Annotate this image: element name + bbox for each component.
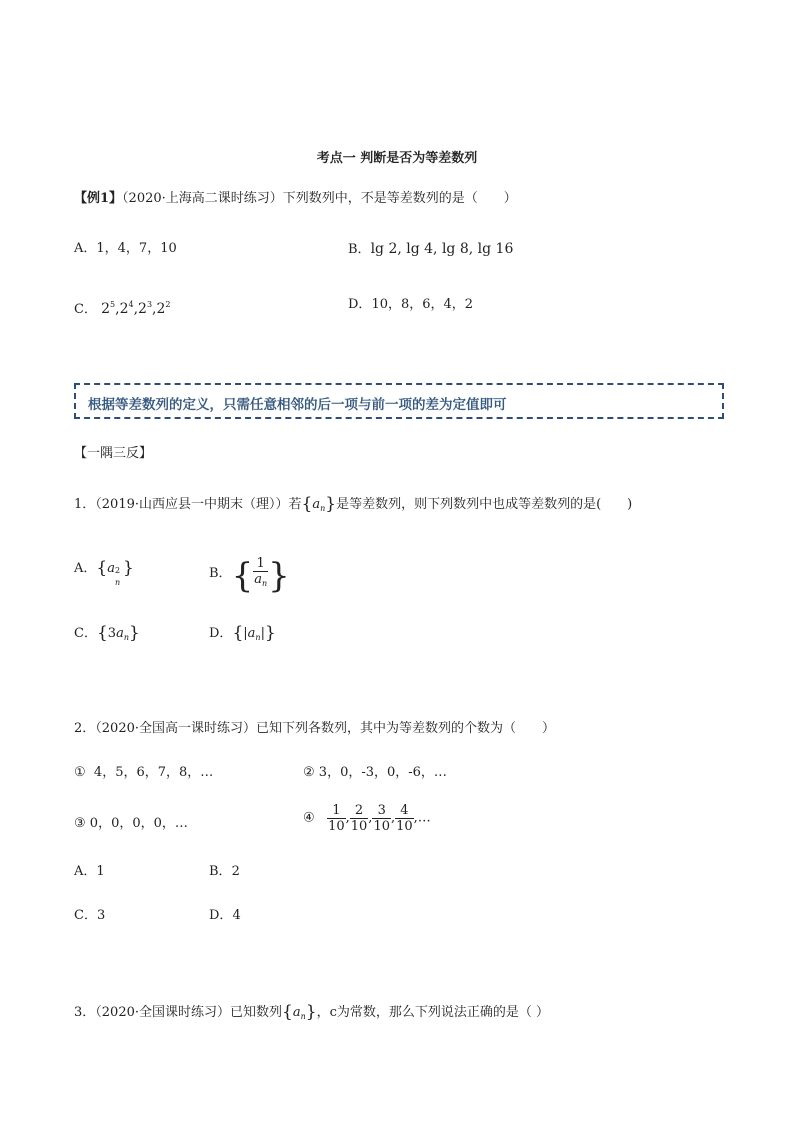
seq-var: a — [116, 626, 124, 641]
fraction-numerator: 3 — [372, 803, 391, 819]
power-exponent: 2 — [165, 300, 171, 309]
item-label: ④ — [303, 810, 315, 826]
left-brace: { — [96, 623, 108, 643]
option-label: D． — [348, 297, 372, 312]
item-label: ② — [303, 765, 315, 780]
fraction-numerator: 1 — [327, 803, 346, 819]
q2-option-a — [74, 863, 105, 881]
fraction — [372, 803, 391, 834]
seq-var: a — [292, 1005, 301, 1020]
fraction-denominator: 10 — [373, 819, 390, 834]
fraction-denominator: 10 — [350, 819, 368, 834]
option-label: C． — [74, 626, 97, 641]
tip-box — [74, 383, 724, 419]
item-text: 0，0，0，0，… — [89, 816, 188, 831]
seq-sup: 2 — [114, 566, 121, 575]
power-base: 2 — [119, 301, 129, 317]
right-brace: } — [122, 558, 134, 578]
seq-sub: n — [320, 504, 326, 513]
right-brace: } — [305, 1002, 317, 1022]
q1-suffix: 是等差数列，则下列数列中也成等差数列的是( ) — [336, 497, 633, 512]
fraction — [253, 556, 268, 591]
seq-sub: n — [255, 633, 261, 642]
q3-prefix: 3．（2020·全国课时练习）已知数列 — [74, 1005, 282, 1020]
q1-option-b — [209, 556, 290, 596]
right-brace: } — [264, 623, 276, 643]
q2-item-2 — [303, 764, 447, 782]
seq-sub: n — [114, 578, 121, 587]
seq-sub: n — [261, 579, 268, 588]
power-base: 2 — [101, 301, 111, 317]
option-text: 10，8，6，4，2 — [371, 297, 474, 312]
left-brace: { — [96, 558, 108, 578]
ellipsis: ,… — [413, 810, 431, 826]
fraction — [350, 803, 369, 834]
item-text: 3，0，-3，0，-6，… — [318, 765, 447, 780]
example-option-a — [74, 240, 177, 258]
q2-question: 2．（2020·全国高一课时练习）已知下列各数列，其中为等差数列的个数为（ ） — [74, 721, 555, 736]
power-exponent: 5 — [110, 300, 116, 309]
option-label: D． — [209, 908, 233, 923]
q2-option-c — [74, 907, 105, 925]
example-question-text: （2020·上海高二课时练习）下列数列中，不是等差数列的是（ ） — [122, 191, 517, 206]
abs-bar: | — [243, 626, 248, 641]
fraction-denominator: 10 — [396, 819, 413, 834]
q2-option-d — [209, 907, 241, 925]
left-brace: { — [231, 556, 254, 596]
left-brace: { — [301, 494, 313, 514]
option-label: B． — [348, 242, 371, 257]
option-text: lg 2, lg 4, lg 8, lg 16 — [370, 241, 514, 257]
option-label: A． — [74, 864, 97, 879]
right-brace: } — [128, 623, 140, 643]
power-base: 2 — [156, 301, 166, 317]
right-brace: } — [268, 556, 290, 596]
q2-item-4: ④ $\frac{1}{10}$ , $\frac{2}{10}$ , $\frac{3}{10}$ , $\frac{4}{10}$ ,… — [303, 803, 431, 834]
q1-option-d — [209, 624, 276, 647]
right-brace: } — [325, 494, 337, 514]
fraction-denominator — [253, 572, 268, 591]
section-label: 【一隅三反】 — [74, 446, 153, 461]
seq-sub: n — [300, 1012, 306, 1021]
left-brace: { — [282, 1002, 293, 1022]
q1-option-a — [74, 558, 134, 587]
tip-text: 根据等差数列的定义，只需任意相邻的后一项与前一项的差为定值即可 — [88, 397, 507, 413]
option-c-expression: $2^5,2^4,2^3,2^2$ — [101, 300, 171, 317]
seq-sub: n — [123, 633, 129, 642]
option-text: 1 — [96, 864, 105, 879]
example-option-c — [74, 296, 171, 319]
item-label: ③ — [74, 816, 86, 831]
option-label: A． — [74, 241, 97, 256]
q3-suffix: ，c为常数，那么下列说法正确的是（ ） — [316, 1005, 549, 1020]
example-option-b — [348, 240, 513, 259]
option-label: B． — [209, 864, 232, 879]
option-label: A． — [74, 561, 97, 576]
fraction — [327, 803, 346, 834]
seq-var: a — [254, 572, 262, 587]
example-question — [74, 190, 517, 208]
seq-var: a — [312, 497, 321, 512]
fraction-numerator: 2 — [350, 803, 369, 819]
example-label: 【例1】 — [74, 191, 123, 206]
seq-var: a — [247, 626, 256, 641]
item-text: 4，5，6，7，8，… — [93, 765, 214, 780]
option-label: B． — [209, 566, 232, 581]
option-text: 1，4，7，10 — [96, 241, 177, 256]
left-brace: { — [232, 623, 244, 643]
power-exponent: 4 — [128, 300, 134, 309]
option-text: 4 — [232, 908, 241, 923]
q1-question — [74, 495, 632, 518]
fraction — [395, 803, 414, 834]
q1-option-c — [74, 624, 140, 647]
option-label: C． — [74, 908, 97, 923]
fraction-numerator: 1 — [253, 556, 268, 572]
option-label: D． — [209, 626, 233, 641]
item-label: ① — [74, 765, 86, 780]
abs-bar: | — [260, 626, 265, 641]
q2-item-1 — [74, 764, 213, 782]
fraction-numerator: 4 — [395, 803, 414, 819]
option-text: 3 — [96, 908, 106, 923]
page-title: 考点一 判断是否为等差数列 — [316, 151, 478, 166]
example-option-d — [348, 296, 473, 314]
seq-var: a — [107, 561, 115, 576]
fraction-denominator: 10 — [328, 819, 345, 834]
q1-prefix: 1．（2019·山西应县一中期末（理））若 — [74, 497, 302, 512]
q2-item-3 — [74, 815, 188, 833]
power-base: 2 — [138, 301, 147, 317]
coefficient: 3 — [107, 626, 117, 641]
q3-question — [74, 1003, 549, 1026]
power-exponent: 3 — [146, 300, 153, 309]
option-label: C． — [74, 302, 97, 317]
option-text: 2 — [231, 864, 240, 879]
q2-option-b — [209, 863, 240, 881]
